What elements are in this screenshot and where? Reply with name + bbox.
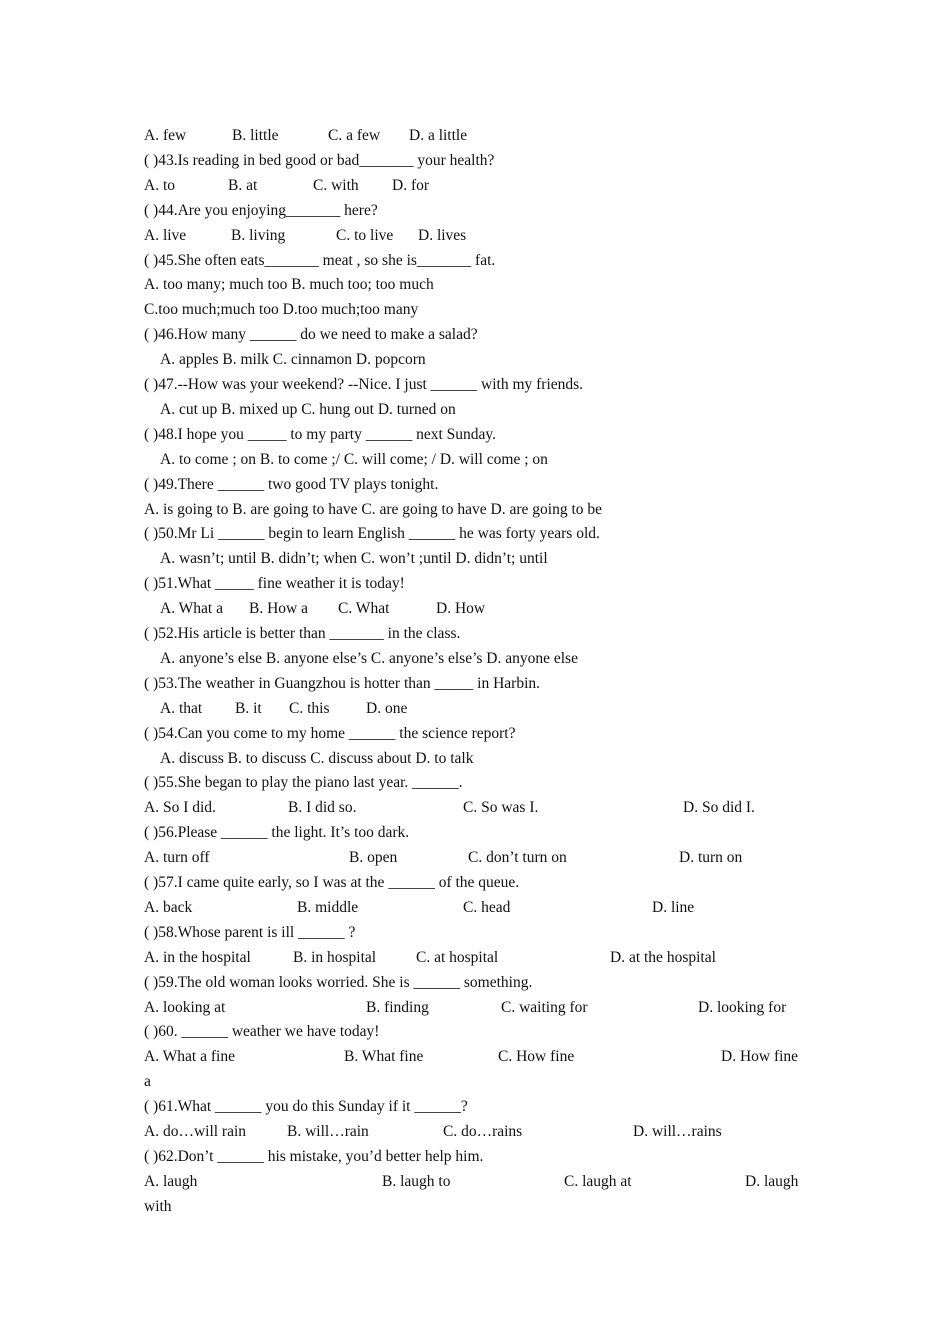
text-line: with: [144, 1197, 172, 1215]
question-line: ( )57.I came quite early, so I was at the ______ of the queue.: [144, 874, 520, 891]
answer-option: D. a little: [409, 127, 468, 144]
question-line: ( )44.Are you enjoying_______ here?: [144, 201, 378, 219]
answer-option: B. How a: [249, 600, 308, 618]
question-line: ( )58.Whose parent is ill ______ ?: [144, 923, 356, 941]
answer-option: C. What: [338, 600, 390, 618]
question-line: ( )53.The weather in Guangzhou is hotter than _____ in Harbin.: [144, 674, 541, 692]
answer-option: C. How fine: [498, 1048, 575, 1066]
answer-option: A. What a fine: [144, 1048, 235, 1066]
answer-option: C. don’t turn on: [468, 849, 567, 867]
answer-options: [160, 597, 840, 622]
answer-options: [160, 697, 840, 722]
answer-options: [144, 896, 824, 921]
answer-option: B. little: [232, 127, 279, 144]
answer-option: A. looking at: [144, 998, 226, 1016]
answer-option: A. few: [144, 127, 187, 144]
answer-option: B. laugh to: [382, 1172, 451, 1190]
text-line: A. wasn’t; until B. didn’t; when C. won’t ;until D. didn’t; until: [160, 550, 548, 568]
text-line: C.too much;much too D.too much;too many: [144, 301, 419, 319]
answer-option: A. What a: [160, 600, 223, 618]
answer-option: B. at: [228, 176, 258, 194]
question-line: ( )43.Is reading in bed good or bad_______ your health?: [144, 151, 495, 169]
answer-option: D. How: [436, 600, 486, 618]
text-line: a: [144, 1073, 151, 1091]
text-line: A. discuss B. to discuss C. discuss about D. to talk: [160, 749, 474, 767]
answer-option: B. What fine: [344, 1048, 424, 1066]
answer-option: B. will…rain: [287, 1123, 369, 1140]
answer-option: D. So did I.: [683, 799, 755, 817]
question-line: ( )48.I hope you _____ to my party ______ next Sunday.: [144, 425, 497, 443]
text-line: A. to come ; on B. to come ;/ C. will come; / D. will come ; on: [160, 450, 548, 468]
answer-option: B. in hospital: [293, 948, 377, 966]
answer-option: A. back: [144, 898, 193, 916]
text-line: A. anyone’s else B. anyone else’s C. anyone’s else’s D. anyone else: [160, 649, 578, 667]
question-line: ( )47.--How was your weekend? --Nice. I just ______ with my friends.: [144, 376, 584, 393]
answer-option: D. line: [652, 898, 695, 916]
answer-option: C. head: [463, 898, 511, 916]
text-line: A. is going to B. are going to have C. are going to have D. are going to be: [144, 500, 603, 518]
answer-option: D. laugh: [745, 1172, 799, 1190]
answer-option: B. I did so.: [288, 799, 357, 817]
question-line: ( )59.The old woman looks worried. She is ______ something.: [144, 973, 533, 991]
answer-options: [144, 124, 824, 149]
text-line: A. apples B. milk C. cinnamon D. popcorn: [160, 351, 426, 369]
question-line: ( )61.What ______ you do this Sunday if it ______?: [144, 1098, 468, 1116]
question-line: ( )51.What _____ fine weather it is today!: [144, 575, 405, 593]
answer-option: C. to live: [336, 226, 394, 244]
question-line: ( )60. ______ weather we have today!: [144, 1023, 380, 1041]
answer-option: D. How fine: [721, 1048, 799, 1066]
answer-option: C. laugh at: [564, 1172, 632, 1190]
question-line: ( )46.How many ______ do we need to make a salad?: [144, 326, 478, 344]
answer-option: D. looking for: [698, 998, 787, 1016]
answer-option: D. one: [366, 699, 408, 717]
answer-option: D. for: [392, 176, 430, 194]
answer-options: [144, 846, 824, 871]
answer-option: C. do…rains: [443, 1123, 523, 1140]
answer-option: B. middle: [297, 898, 359, 916]
question-line: ( )54.Can you come to my home ______ the science report?: [144, 724, 516, 742]
question-line: ( )50.Mr Li ______ begin to learn English ______ he was forty years old.: [144, 525, 600, 543]
question-line: ( )49.There ______ two good TV plays tonight.: [144, 475, 439, 493]
answer-option: D. turn on: [679, 849, 743, 867]
answer-option: A. in the hospital: [144, 948, 251, 966]
answer-option: B. open: [349, 849, 398, 867]
text-line: A. too many; much too B. much too; too much: [144, 276, 434, 294]
question-line: ( )62.Don’t ______ his mistake, you’d better help him.: [144, 1147, 484, 1165]
answer-option: A. live: [144, 226, 187, 244]
question-line: ( )55.She began to play the piano last year. ______.: [144, 774, 463, 792]
answer-option: D. lives: [418, 226, 467, 244]
answer-option: A. to: [144, 176, 175, 194]
answer-option: C. with: [313, 176, 359, 194]
text-line: A. cut up B. mixed up C. hung out D. turned on: [160, 400, 456, 418]
answer-option: A. that: [160, 699, 203, 717]
question-line: ( )45.She often eats_______ meat , so she is_______ fat.: [144, 251, 496, 269]
answer-option: A. laugh: [144, 1172, 198, 1190]
answer-options: [144, 996, 824, 1021]
answer-option: B. it: [235, 699, 262, 717]
answer-option: C. at hospital: [416, 948, 499, 966]
answer-option: B. finding: [366, 998, 429, 1016]
answer-option: B. living: [231, 226, 286, 244]
answer-option: C. this: [289, 699, 330, 717]
answer-options: [144, 174, 824, 199]
answer-options: [144, 796, 824, 821]
question-line: ( )56.Please ______ the light. It’s too dark.: [144, 824, 410, 842]
answer-option: D. will…rains: [633, 1123, 722, 1140]
answer-option: A. do…will rain: [144, 1123, 247, 1140]
answer-option: D. at the hospital: [610, 948, 716, 966]
answer-option: A. turn off: [144, 849, 210, 867]
answer-option: A. So I did.: [144, 799, 216, 817]
answer-options: [144, 224, 824, 249]
answer-option: C. So was I.: [463, 799, 539, 817]
answer-option: C. waiting for: [501, 998, 588, 1016]
question-line: ( )52.His article is better than _______ in the class.: [144, 625, 461, 642]
answer-options: [144, 946, 824, 971]
answer-options: [144, 1045, 824, 1070]
answer-options: [144, 1120, 824, 1145]
answer-option: C. a few: [328, 127, 381, 144]
answer-options: [144, 1170, 824, 1195]
